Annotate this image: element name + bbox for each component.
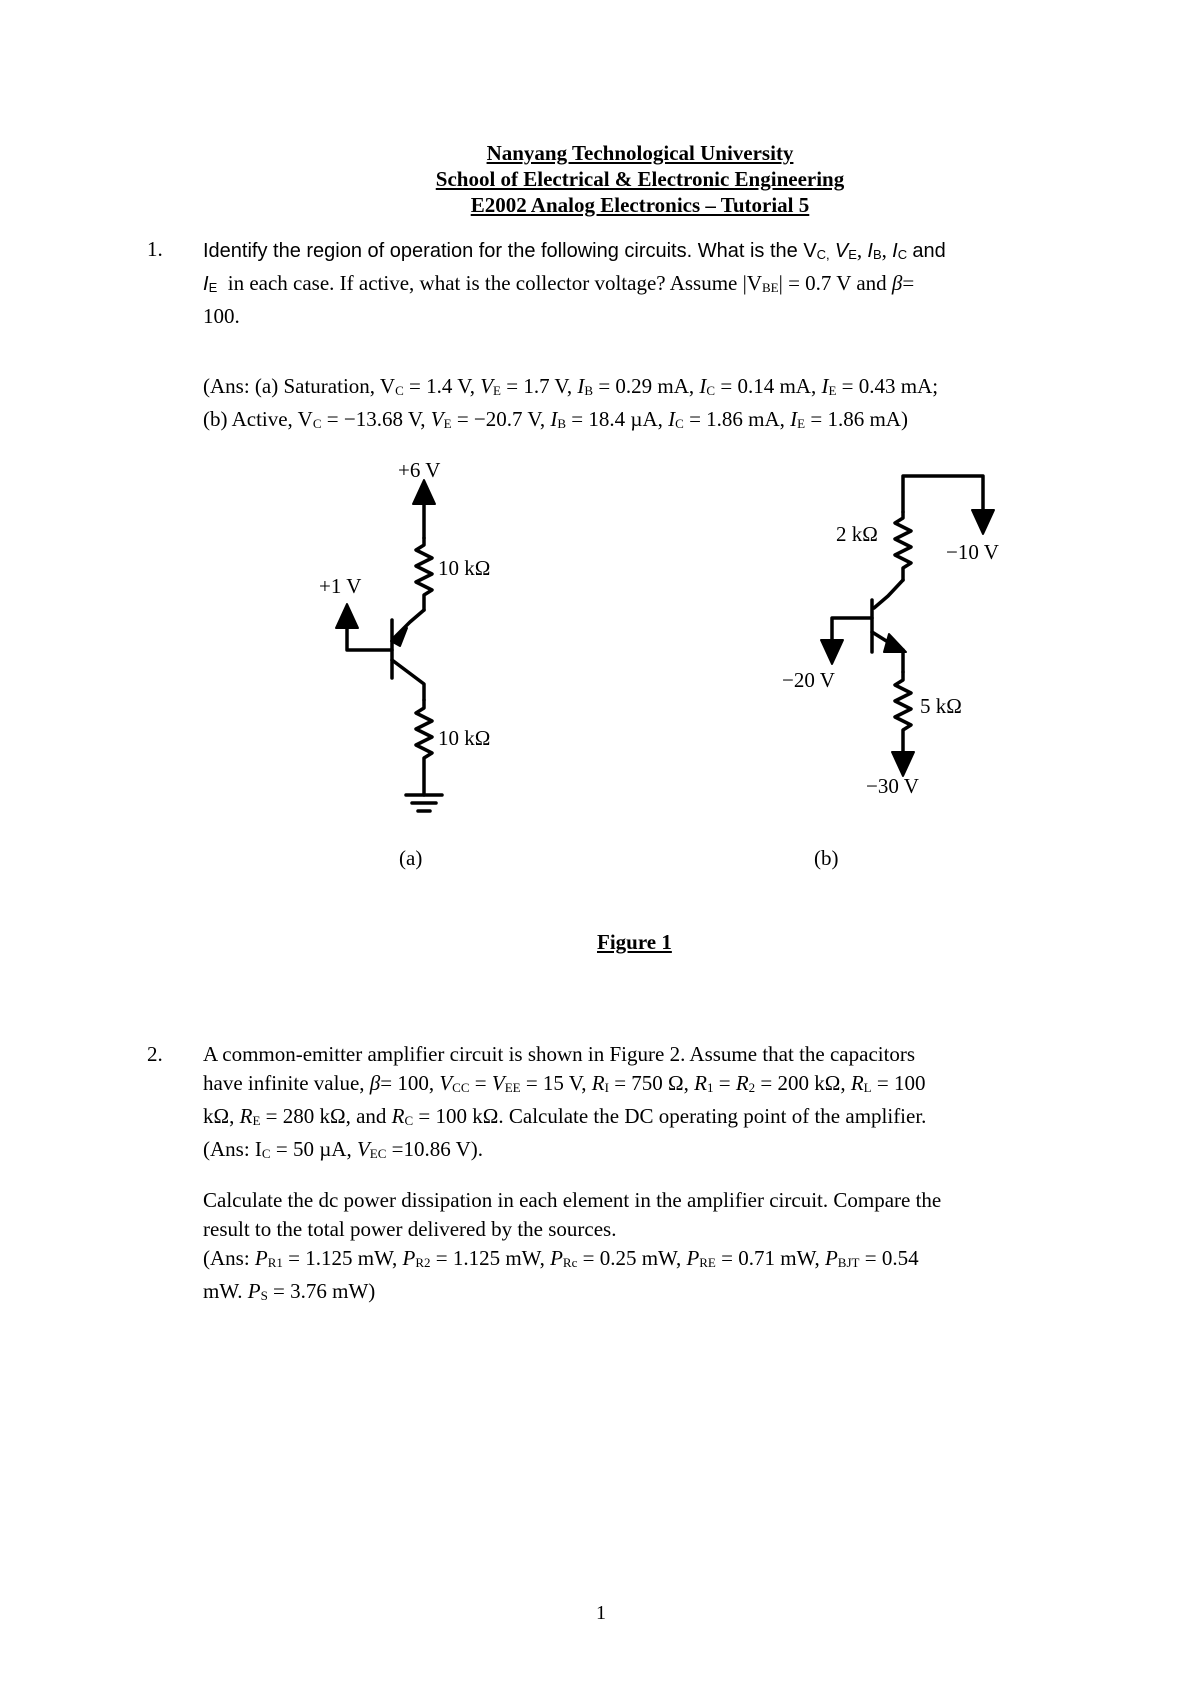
- q2-power-answer-line1: (Ans: PR1 = 1.125 mW, PR2 = 1.125 mW, PRc = 0.25 mW, PRE = 0.71 mW, PBJT = 0.54: [203, 1246, 919, 1270]
- figure1-title: Figure 1: [597, 930, 672, 954]
- resistor-rc-a: [416, 538, 432, 610]
- q1-question-line2: IE in each case. If active, what is the collector voltage? Assume |VBE| = 0.7 V and β=: [203, 271, 915, 295]
- circuit-b: [821, 476, 994, 776]
- q1-answer-line2: (b) Active, VC = −13.68 V, VE = −20.7 V, IB = 18.4 µA, IC = 1.86 mA, IE = 1.86 mA): [203, 407, 908, 431]
- school-title: School of Electrical & Electronic Engineering: [435, 167, 845, 191]
- label-rc-a: 10 kΩ: [438, 556, 491, 580]
- supply-arrowhead-6v: [413, 480, 435, 504]
- q1-question-line3: 100.: [203, 304, 240, 328]
- q1-answer-line1: (Ans: (a) Saturation, VC = 1.4 V, VE = 1.7 V, IB = 0.29 mA, IC = 0.14 mA, IE = 0.43 mA;: [203, 374, 939, 398]
- university-title: Nanyang Technological University: [486, 141, 794, 165]
- label-base-1v: +1 V: [319, 574, 362, 598]
- label-minus30v: −30 V: [866, 774, 919, 798]
- q2-line3: kΩ, RE = 280 kΩ, and RC = 100 kΩ. Calculate the DC operating point of the amplifier.: [203, 1104, 927, 1128]
- resistor-re-b: [895, 672, 911, 752]
- q2-number: 2.: [147, 1042, 163, 1066]
- caption-b: (b): [814, 846, 839, 870]
- q2-line1: A common-emitter amplifier circuit is shown in Figure 2. Assume that the capacitors: [203, 1042, 916, 1066]
- base-arrowhead-1v: [336, 604, 358, 628]
- q2-power-answer-line2: mW. PS = 3.76 mW): [203, 1279, 376, 1303]
- page-number: 1: [596, 1602, 606, 1624]
- label-re-b: 5 kΩ: [920, 694, 962, 718]
- label-supply-6v: +6 V: [398, 458, 441, 482]
- resistor-re-a: [416, 700, 432, 795]
- course-title: E2002 Analog Electronics – Tutorial 5: [470, 193, 810, 217]
- label-rc-b: 2 kΩ: [836, 522, 878, 546]
- q2-power-question: [203, 1186, 1083, 1310]
- base-lead-b: [832, 618, 872, 642]
- circuit-a: [336, 480, 442, 811]
- q2-calc-line2: result to the total power delivered by the sources.: [203, 1217, 617, 1241]
- q1-question-line1: Identify the region of operation for the following circuits. What is the VC, VE, IB, IC and: [203, 238, 946, 262]
- arrowhead-minus10v: [972, 510, 994, 534]
- q2-line2: have infinite value, β= 100, VCC = VEE = 15 V, RI = 750 Ω, R1 = R2 = 200 kΩ, RL = 100: [203, 1071, 926, 1095]
- arrowhead-minus20v: [821, 640, 843, 664]
- q2-line4: (Ans: IC = 50 µA, VEC =10.86 V).: [203, 1137, 484, 1161]
- top-wire-b: [903, 476, 983, 512]
- q2-question: [203, 1040, 1083, 1168]
- caption-a: (a): [399, 846, 423, 870]
- emitter-lead-a: [392, 660, 424, 700]
- collector-lead-b: [874, 580, 903, 608]
- label-minus10v: −10 V: [946, 540, 999, 564]
- label-minus20v: −20 V: [782, 668, 835, 692]
- label-re-a: 10 kΩ: [438, 726, 491, 750]
- resistor-rc-b: [895, 512, 911, 580]
- q2-calc-line1: Calculate the dc power dissipation in each element in the amplifier circuit. Compare the: [203, 1188, 942, 1212]
- q1-number: 1.: [147, 237, 163, 261]
- arrowhead-minus30v: [892, 752, 914, 776]
